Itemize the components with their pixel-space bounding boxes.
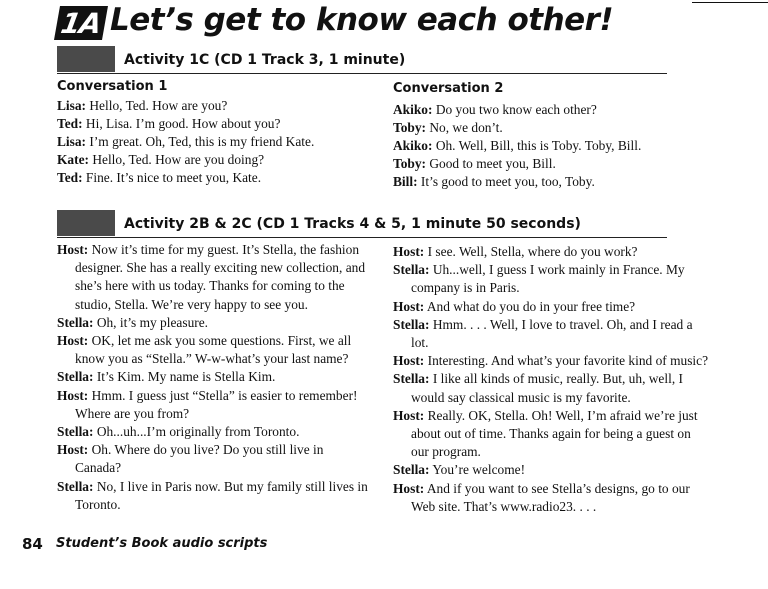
dialogue-text: Oh...uh...I’m originally from Toronto. xyxy=(96,424,300,440)
speaker-name: Host: xyxy=(393,407,425,423)
conversation-2-heading: Conversation 2 xyxy=(393,81,504,96)
page-title: Let’s get to know each other! xyxy=(110,2,614,38)
speaker-name: Stella: xyxy=(393,371,430,387)
dialogue-turn xyxy=(393,243,711,261)
dialogue-turn xyxy=(57,423,369,441)
dialogue-turn xyxy=(57,332,369,368)
speaker-name: Lisa: xyxy=(57,98,87,113)
dialogue-text: And what do you do in your free time? xyxy=(426,298,636,314)
dialogue-text: Oh. Where do you live? Do you still live in Canada? xyxy=(75,442,324,476)
dialogue-text: No, we don’t. xyxy=(429,120,503,135)
dialogue-text: It’s Kim. My name is Stella Kim. xyxy=(96,369,276,385)
dialogue-text: I like all kinds of music, really. But, uh, well, I would say classical music is my favorite. xyxy=(411,371,683,405)
dialogue-text: OK, let me ask you some questions. First, we all know you as “Stella.” W-w-what’s your last name? xyxy=(75,333,352,367)
dialogue-turn xyxy=(393,461,711,479)
dialogue-turn xyxy=(57,478,369,514)
dialogue-text: You’re welcome! xyxy=(432,462,526,478)
interview-right-column xyxy=(393,243,711,516)
speaker-name: Host: xyxy=(57,242,89,257)
speaker-name: Host: xyxy=(57,442,89,458)
activity-1-marker xyxy=(57,46,115,72)
unit-label: 1A xyxy=(58,6,104,40)
footer-title: Student’s Book audio scripts xyxy=(56,536,268,551)
dialogue-turn xyxy=(57,314,369,332)
dialogue-text: I’m great. Oh, Ted, this is my friend Kate. xyxy=(89,134,315,149)
activity-1-label: Activity 1C xyxy=(124,52,210,68)
dialogue-line xyxy=(393,137,693,155)
dialogue-text: No, I live in Paris now. But my family still lives in Toronto. xyxy=(75,478,368,512)
dialogue-line xyxy=(393,119,693,137)
dialogue-text: Uh...well, I guess I work mainly in France. My company is in Paris. xyxy=(411,262,685,296)
interview-left-column xyxy=(57,241,369,514)
dialogue-text: Hmm. . . . Well, I love to travel. Oh, and I read a lot. xyxy=(411,316,693,351)
activity-2-detail: (CD 1 Tracks 4 & 5, 1 minute 50 seconds) xyxy=(256,216,581,232)
dialogue-text: I see. Well, Stella, where do you work? xyxy=(427,244,638,259)
dialogue-turn xyxy=(393,298,711,316)
dialogue-text: And if you want to see Stella’s designs, go to our Web site. That’s www.radio23. . . . xyxy=(411,480,690,514)
speaker-name: Stella: xyxy=(57,369,94,385)
speaker-name: Lisa: xyxy=(57,134,87,149)
speaker-name: Stella: xyxy=(57,314,94,330)
dialogue-line xyxy=(57,169,377,187)
speaker-name: Kate: xyxy=(57,152,89,167)
speaker-name: Toby: xyxy=(393,156,426,171)
speaker-name: Stella: xyxy=(57,478,94,494)
conversation-2 xyxy=(393,101,693,191)
dialogue-turn xyxy=(57,241,369,314)
dialogue-turn xyxy=(393,370,711,406)
dialogue-text: Hi, Lisa. I’m good. How about you? xyxy=(85,116,281,131)
dialogue-turn xyxy=(393,261,711,297)
activity-1-detail: (CD 1 Track 3, 1 minute) xyxy=(214,52,406,68)
dialogue-turn xyxy=(57,368,369,386)
dialogue-text: Oh. Well, Bill, this is Toby. Toby, Bill. xyxy=(435,138,642,153)
speaker-name: Stella: xyxy=(393,262,430,278)
dialogue-turn xyxy=(393,352,711,370)
top-rule xyxy=(692,2,768,3)
activity-1-heading xyxy=(124,52,405,68)
page-number: 84 xyxy=(22,535,43,553)
speaker-name: Stella: xyxy=(393,316,430,332)
dialogue-text: Fine. It’s nice to meet you, Kate. xyxy=(85,170,262,185)
dialogue-turn xyxy=(393,316,711,352)
dialogue-line xyxy=(57,133,377,151)
conversation-1-heading: Conversation 1 xyxy=(57,79,168,94)
activity-1-rule xyxy=(57,73,667,74)
dialogue-text: Hmm. I guess just “Stella” is easier to remember! Where are you from? xyxy=(75,387,358,421)
speaker-name: Stella: xyxy=(393,462,430,478)
speaker-name: Host: xyxy=(393,298,425,314)
activity-2-label: Activity 2B & 2C xyxy=(124,216,252,232)
speaker-name: Host: xyxy=(393,480,425,496)
speaker-name: Toby: xyxy=(393,120,426,135)
conversation-1 xyxy=(57,97,377,187)
speaker-name: Ted: xyxy=(57,170,83,185)
speaker-name: Bill: xyxy=(393,174,418,189)
activity-2-rule xyxy=(57,237,667,238)
speaker-name: Akiko: xyxy=(393,138,433,153)
speaker-name: Host: xyxy=(57,387,89,403)
dialogue-turn xyxy=(393,407,711,462)
dialogue-line xyxy=(393,173,693,191)
dialogue-text: Really. OK, Stella. Oh! Well, I’m afraid we’re just about out of time. Thanks again for being a guest on our program. xyxy=(411,407,698,460)
dialogue-line xyxy=(57,151,377,169)
dialogue-text: Hello, Ted. How are you doing? xyxy=(92,152,265,167)
dialogue-line xyxy=(393,101,693,119)
speaker-name: Akiko: xyxy=(393,102,433,117)
dialogue-text: Interesting. And what’s your favorite kind of music? xyxy=(427,353,709,369)
speaker-name: Host: xyxy=(393,353,425,369)
activity-2-marker xyxy=(57,210,115,236)
dialogue-turn xyxy=(393,480,711,516)
dialogue-text: Hello, Ted. How are you? xyxy=(89,98,228,113)
dialogue-line xyxy=(57,97,377,115)
speaker-name: Stella: xyxy=(57,424,94,440)
dialogue-text: Good to meet you, Bill. xyxy=(429,156,556,171)
dialogue-turn xyxy=(57,387,369,423)
speaker-name: Ted: xyxy=(57,116,83,131)
dialogue-turn xyxy=(57,441,369,477)
dialogue-text: Do you two know each other? xyxy=(435,102,597,117)
activity-2-heading xyxy=(124,216,581,232)
dialogue-text: It’s good to meet you, too, Toby. xyxy=(420,174,595,189)
dialogue-text: Now it’s time for my guest. It’s Stella, the fashion designer. She has a really exciting new collection, and she’s here with us today. Thanks for coming to the studio, Stella. We’re very happy to see you. xyxy=(75,242,366,312)
dialogue-line xyxy=(57,115,377,133)
speaker-name: Host: xyxy=(393,244,425,259)
dialogue-text: Oh, it’s my pleasure. xyxy=(96,314,209,330)
unit-badge xyxy=(54,6,108,40)
dialogue-line xyxy=(393,155,693,173)
speaker-name: Host: xyxy=(57,333,89,349)
